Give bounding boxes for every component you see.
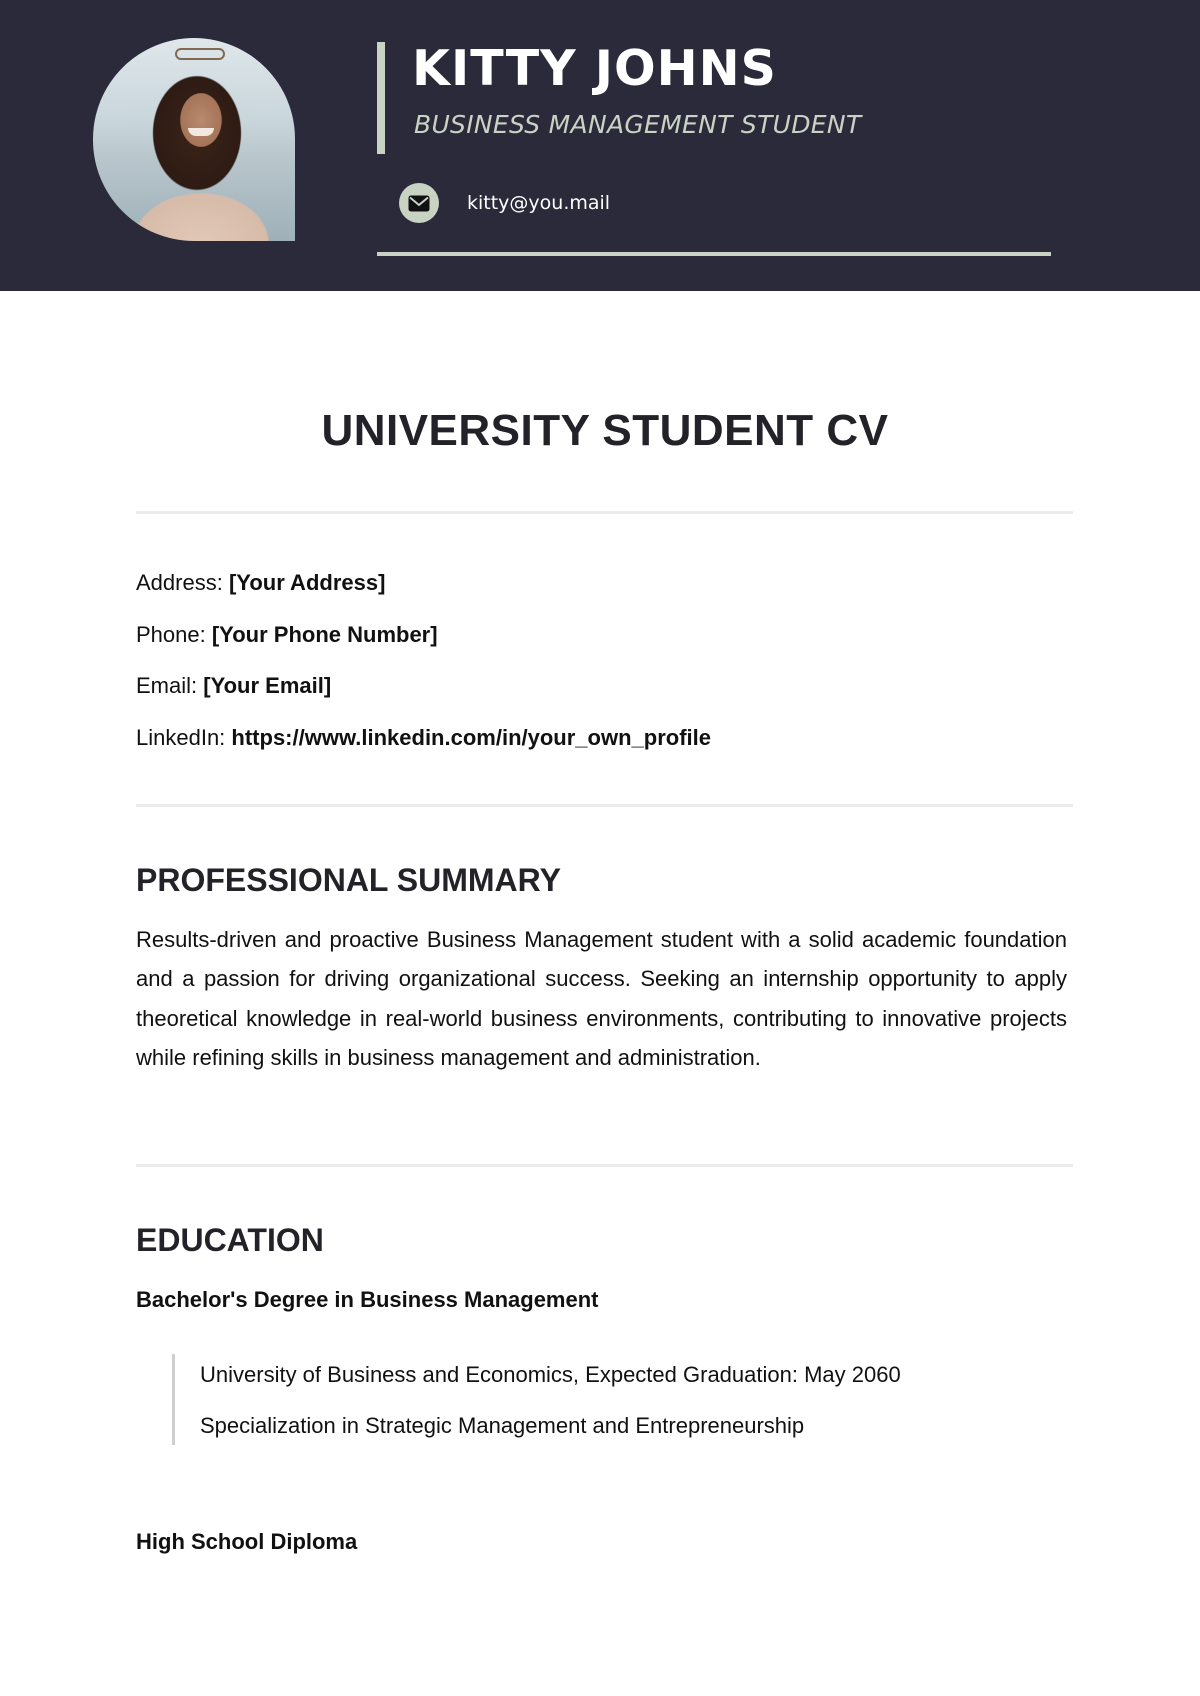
education-heading: EDUCATION	[136, 1222, 324, 1258]
divider	[136, 1164, 1073, 1167]
contact-label: Email:	[136, 673, 198, 698]
contact-email	[136, 669, 711, 721]
contact-label: LinkedIn:	[136, 724, 226, 750]
contact-label: Address:	[136, 570, 223, 595]
header-email-text[interactable]: kitty@you.mail	[467, 192, 611, 214]
contact-linkedin	[136, 721, 711, 773]
document-title: UNIVERSITY STUDENT CV	[321, 406, 889, 455]
degree-title: High School Diploma	[136, 1529, 358, 1554]
contact-value: [Your Address]	[228, 570, 386, 595]
photo-detail	[188, 128, 214, 136]
contact-value: [Your Phone Number]	[211, 621, 438, 647]
divider	[136, 511, 1073, 514]
cv-header	[0, 0, 1200, 291]
linkedin-link[interactable]: https://www.linkedin.com/in/your_own_profile	[231, 724, 711, 750]
candidate-role: BUSINESS MANAGEMENT STUDENT	[414, 110, 862, 139]
divider	[136, 804, 1073, 807]
contact-value: [Your Email]	[203, 673, 332, 698]
envelope-icon	[399, 183, 439, 223]
candidate-name: KITTY JOHNS	[412, 40, 777, 97]
contact-label: Phone:	[136, 621, 206, 647]
degree-details	[172, 1354, 901, 1445]
header-divider	[377, 252, 1051, 256]
summary-text: Results-driven and proactive Business Management student with a solid academic foundation and a passion for driving organizational success. Seeking an internship opportunity to apply theoretical knowledge in real-world business environments, contributing to innovative projects while refining skills in business management and administration.	[136, 927, 1067, 1071]
degree-detail-line: Specialization in Strategic Management and Entrepreneurship	[200, 1413, 805, 1438]
summary-heading: PROFESSIONAL SUMMARY	[136, 862, 561, 898]
degree-title: Bachelor's Degree in Business Management	[136, 1287, 599, 1312]
header-email	[399, 183, 610, 223]
accent-bar	[377, 42, 385, 154]
contact-info	[136, 566, 711, 772]
photo-detail	[175, 48, 225, 60]
contact-address	[136, 566, 711, 618]
contact-phone	[136, 618, 711, 670]
profile-photo	[93, 38, 295, 241]
degree-detail-line: University of Business and Economics, Expected Graduation: May 2060	[200, 1362, 901, 1387]
